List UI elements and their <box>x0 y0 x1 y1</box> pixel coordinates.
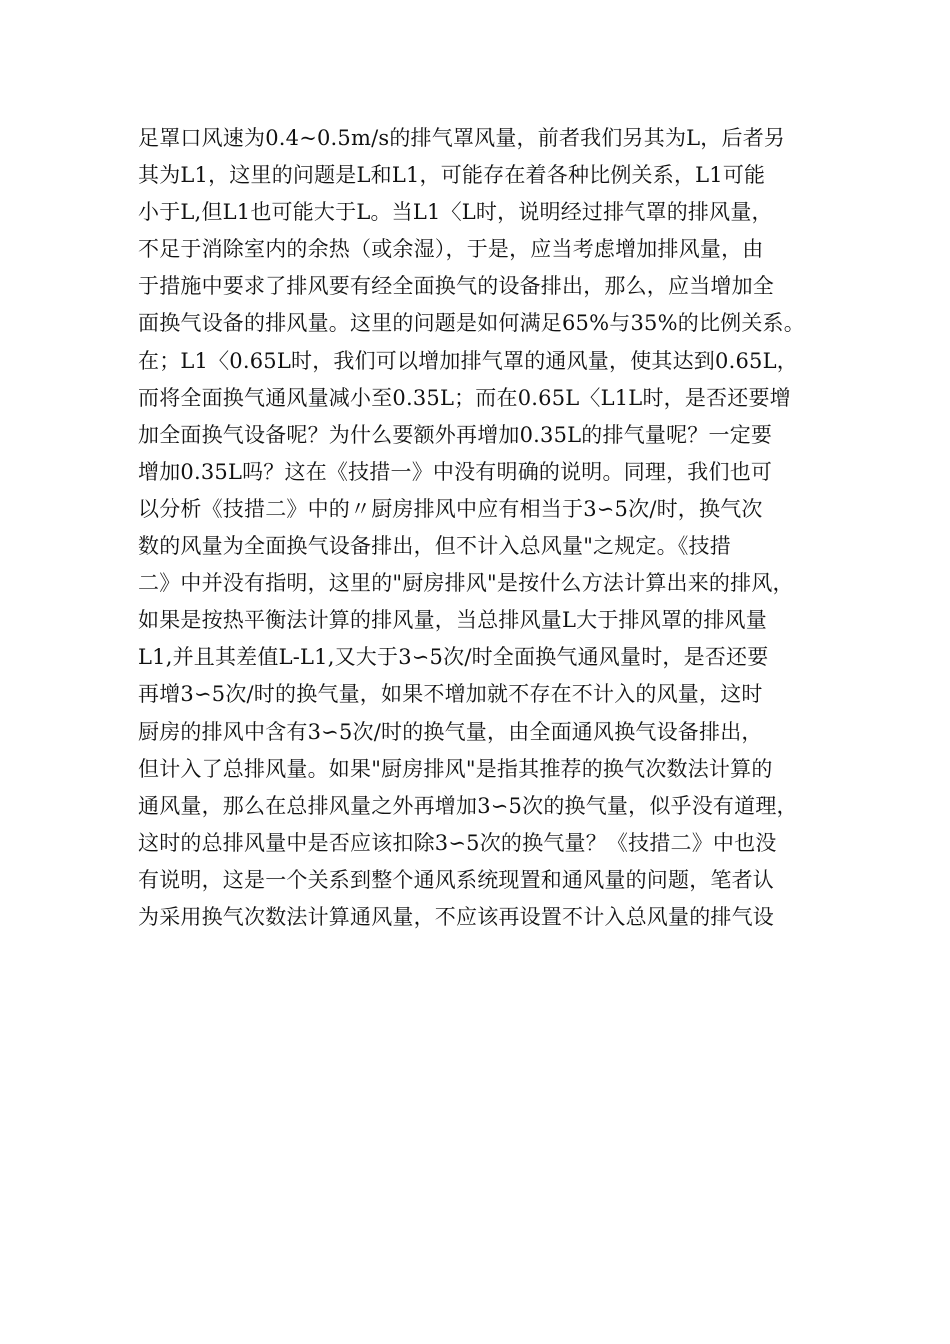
text-line: 通风量，那么在总排风量之外再增加3∽5次的换气量，似乎没有道理， <box>138 793 798 818</box>
text-line: 如果是按热平衡法计算的排风量，当总排风量L大于排风罩的排风量 <box>138 608 767 633</box>
text-line: 再增3∽5次/时的换气量，如果不增加就不存在不计入的风量，这时 <box>138 682 763 707</box>
text-line: L1,并且其差值L-L1,又大于3∽5次/时全面换气通风量时，是否还要 <box>138 645 769 670</box>
text-line: 二》中并没有指明，这里的"厨房排风"是按什么方法计算出来的排风， <box>138 571 794 596</box>
text-line: 增加0.35L吗？这在《技措一》中没有明确的说明。同理，我们也可 <box>138 459 773 484</box>
text-line: 在；L1〈0.65L时，我们可以增加排气罩的通风量，使其达到0.65L， <box>138 348 798 373</box>
text-line: 于措施中要求了排风要有经全面换气的设备排出，那么，应当增加全 <box>138 274 774 299</box>
text-line: 不足于消除室内的余热（或余湿），于是，应当考虑增加排风量，由 <box>138 237 764 262</box>
text-line: 但计入了总排风量。如果"厨房排风"是指其推荐的换气次数法计算的 <box>138 756 773 781</box>
text-line: 加全面换气设备呢？为什么要额外再增加0.35L的排气量呢？一定要 <box>138 422 773 447</box>
text-line: 而将全面换气通风量减小至0.35L；而在0.65L〈L1L时，是否还要增 <box>138 385 791 410</box>
body-text <box>138 120 828 936</box>
text-line: 这时的总排风量中是否应该扣除3∽5次的换气量？《技措二》中也没 <box>138 830 777 855</box>
text-line: 以分析《技措二》中的〃厨房排风中应有相当于3∽5次/时，换气次 <box>138 496 763 521</box>
text-line: 为采用换气次数法计算通风量，不应该再设置不计入总风量的排气设 <box>138 904 774 929</box>
text-line: 数的风量为全面换气设备排出，但不计入总风量"之规定。《技措 <box>138 534 731 559</box>
text-line: 面换气设备的排风量。这里的问题是如何满足65%与35%的比例关系。 <box>138 311 805 336</box>
text-line: 小于L,但L1也可能大于L。当L1〈L时，说明经过排气罩的排风量， <box>138 200 773 225</box>
text-line: 有说明，这是一个关系到整个通风系统现置和通风量的问题，笔者认 <box>138 867 774 892</box>
text-line: 其为L1，这里的问题是L和L1，可能存在着各种比例关系，L1可能 <box>138 163 766 188</box>
text-line: 足罩口风速为0.4~0.5m/s的排气罩风量，前者我们另其为L，后者另 <box>138 126 786 150</box>
text-line: 厨房的排风中含有3∽5次/时的换气量，由全面通风换气设备排出， <box>138 719 763 744</box>
